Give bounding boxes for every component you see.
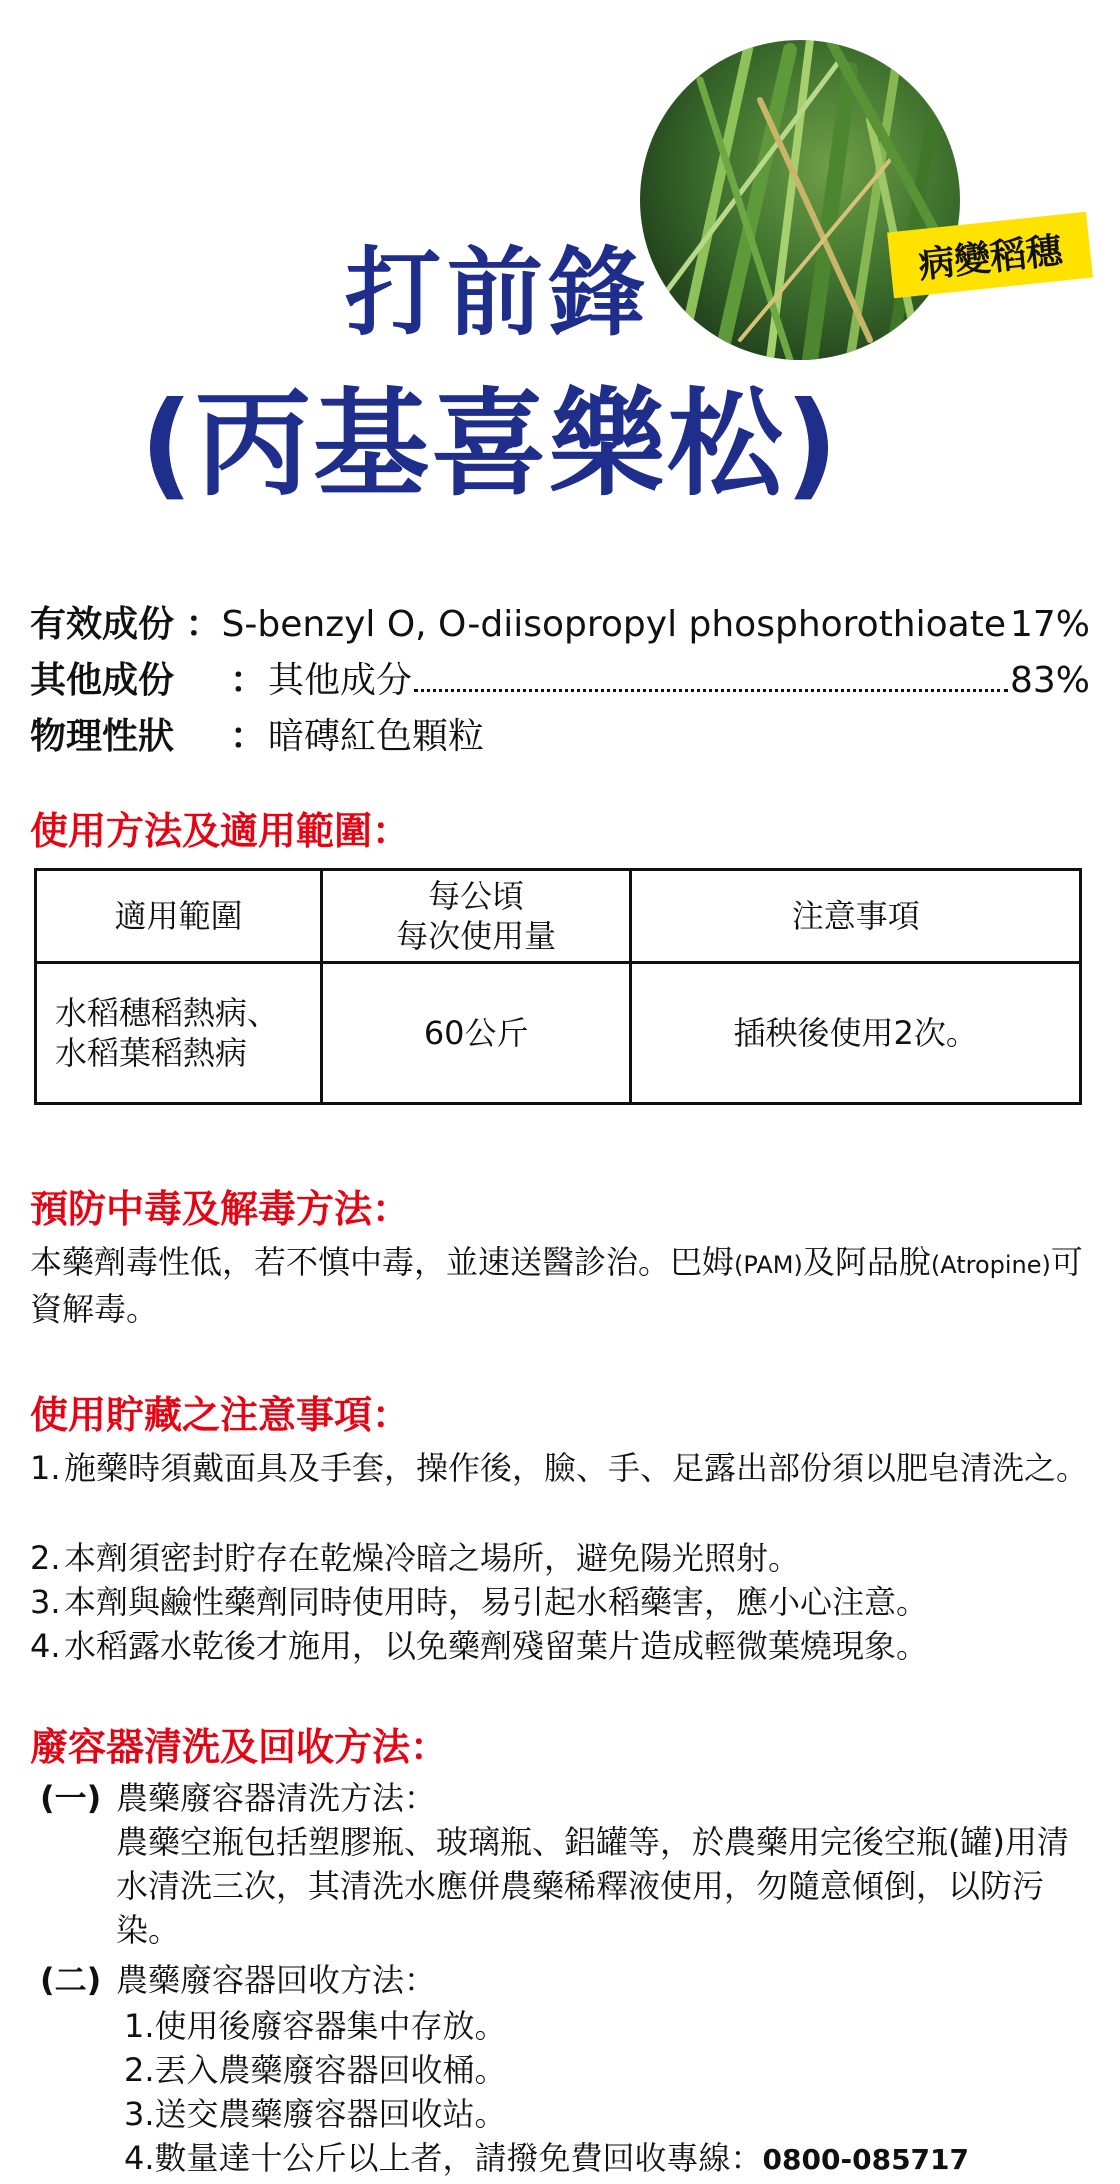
recycling-hotline-number: 0800-085717: [762, 2143, 969, 2176]
other-ingredient-percent: 83%: [1009, 660, 1090, 701]
product-title: 打前鋒: [345, 237, 651, 349]
photo-caption-label: 病變稻穗: [887, 212, 1093, 299]
leader-dots: [414, 663, 1008, 692]
list-item-text: 本劑與鹼性藥劑同時使用時，易引起水稻藥害，應小心注意。: [64, 1583, 929, 1621]
other-ingredient-label: 其他成份: [30, 660, 175, 701]
disposal-part2-heading: [40, 1958, 436, 2002]
storage-heading: 使用貯藏之注意事項：: [30, 1393, 411, 1437]
physical-state-value: 暗磚紅色顆粒: [268, 716, 485, 757]
disposal-step: 2.丟入農藥廢容器回收桶。: [124, 2051, 507, 2089]
list-item-text: 水稻露水乾後才施用，以免藥劑殘留葉片造成輕微葉燒現象。: [64, 1627, 929, 1665]
list-item-number: 3.: [30, 1583, 61, 1621]
disposal-step-hotline: [124, 2136, 969, 2182]
disposal-heading: 廢容器清洗及回收方法：: [30, 1725, 449, 1769]
usage-table: [34, 868, 1082, 1105]
other-ingredient-row: [30, 652, 1090, 708]
header-dose: [321, 870, 631, 963]
active-ingredient-value: S-benzyl O, O-diisopropyl phosphorothioate: [221, 604, 1006, 645]
disposal-step: 1.使用後廢容器集中存放。: [124, 2007, 507, 2045]
physical-state-label: 物理性狀: [30, 716, 175, 757]
cell-scope-line2: 水稻葉稻熱病: [55, 1034, 248, 1072]
list-item: [30, 1536, 1100, 1580]
table-row: [36, 963, 1081, 1104]
poison-text: [30, 1240, 1095, 1331]
other-ingredient-value: 其他成分: [268, 660, 413, 701]
cell-scope-line1: 水稻穗稻熱病、: [55, 994, 280, 1032]
poison-text-atropine: (Atropine): [930, 1251, 1051, 1279]
list-item: [30, 1624, 1100, 1668]
list-item: [30, 1580, 1100, 1624]
cell-dose: 60公斤: [321, 963, 631, 1104]
part2-title: 農藥廢容器回收方法：: [116, 1961, 437, 1999]
other-ingredient-colon: ：: [230, 660, 267, 701]
product-subtitle: (丙基喜樂松): [140, 377, 841, 512]
physical-state-colon: ：: [230, 716, 267, 757]
table-header-row: [36, 870, 1081, 963]
header-notes: 注意事項: [631, 870, 1081, 963]
poison-text-part3: 可資解毒。: [30, 1243, 1083, 1328]
list-item-number: 1.: [30, 1449, 61, 1487]
poison-text-part1: 本藥劑毒性低，若不慎中毒，並速送醫診治。巴姆: [30, 1243, 735, 1281]
list-item-text: 本劑須密封貯存在乾燥冷暗之場所，避免陽光照射。: [64, 1539, 801, 1577]
header-dose-line1: 每公頃: [428, 877, 525, 915]
active-ingredient-label: 有效成份: [30, 604, 175, 645]
poison-text-pam: (PAM): [734, 1251, 803, 1279]
header-scope: 適用範圍: [36, 870, 322, 963]
active-ingredient-row: [30, 596, 1090, 652]
list-item-text: 施藥時須戴面具及手套，操作後，臉、手、足露出部份須以肥皂清洗之。: [64, 1449, 1089, 1487]
part1-number: (一): [40, 1779, 102, 1817]
list-item-number: 4.: [30, 1627, 61, 1665]
usage-heading: 使用方法及適用範圍：: [30, 809, 411, 853]
part1-title: 農藥廢容器清洗方法：: [116, 1779, 437, 1817]
physical-state-row: [30, 708, 1090, 764]
active-ingredient-percent: 17%: [1009, 604, 1090, 645]
poison-text-part2: 及阿品脫: [802, 1243, 931, 1281]
step4-text: 4.數量達十公斤以上者，請撥免費回收專線：: [124, 2139, 763, 2177]
poison-heading: 預防中毒及解毒方法：: [30, 1187, 411, 1231]
disposal-step: 3.送交農藥廢容器回收站。: [124, 2095, 507, 2133]
cell-notes: 插秧後使用2次。: [631, 963, 1081, 1104]
cell-scope: [36, 963, 322, 1104]
list-item: [30, 1446, 1100, 1490]
part2-number: (二): [40, 1961, 102, 1999]
list-item-number: 2.: [30, 1539, 61, 1577]
active-ingredient-colon: ：: [185, 604, 222, 645]
disposal-part1-heading: [40, 1776, 436, 1820]
disposal-part1-text: 農藥空瓶包括塑膠瓶、玻璃瓶、鋁罐等，於農藥用完後空瓶(罐)用清水清洗三次，其清洗水應併農藥稀釋液使用，勿隨意傾倒，以防污染。: [116, 1823, 1069, 1949]
header-dose-line2: 每次使用量: [396, 917, 557, 955]
